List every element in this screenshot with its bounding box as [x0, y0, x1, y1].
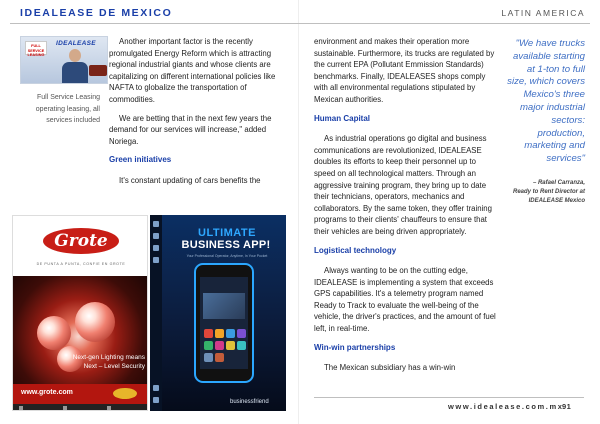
calendar-icon	[153, 257, 159, 263]
app-headline-1: ULTIMATE	[198, 227, 256, 239]
app-tile-icon	[204, 341, 213, 350]
page-number: 91	[562, 402, 572, 411]
business-app-advertisement	[150, 215, 286, 411]
app-tile-icon	[204, 329, 213, 338]
app-tile-icon	[215, 329, 224, 338]
pull-quote-text: "We have trucks available starting at 1-ton to full size, which covers Mexico's three major industrial sectors: production, marketing and services"	[507, 38, 585, 165]
phone-screen	[200, 277, 248, 369]
paragraph: The Mexican subsidiary has a win-win	[324, 363, 456, 373]
paragraph: It's constant updating of cars benefits the	[119, 175, 261, 185]
app-brand: businessfriend	[230, 399, 269, 405]
attribution-name: – Rafael Carranza,	[532, 179, 585, 186]
grote-badge-icon	[113, 388, 137, 399]
attribution-role: Ready to Rent Director at IDEALEASE Mexico	[512, 188, 585, 204]
truck-icon	[89, 65, 107, 76]
light-lens	[75, 302, 115, 342]
photo-caption: Full Service Leasing operating leasing, all services included	[35, 94, 100, 124]
subheading-win-win: Win-win partnerships	[314, 342, 396, 352]
settings-icon	[153, 385, 159, 391]
paragraph: Another important factor is the recently promulgated Energy Reform which is attracting regional industrial giants and whose clients are capitalizing on different international policies like NAFTA to globalize the transportation of commodities.	[109, 37, 276, 104]
app-tile-icon	[215, 341, 224, 350]
grote-headline-line2: Next – Level Security	[83, 362, 145, 370]
facebook-icon	[19, 406, 23, 410]
app-sidebar	[150, 215, 162, 411]
paragraph: We are betting that in the next few years the demand for our services will increase," added Noriega.	[109, 113, 272, 146]
footer-rule	[314, 397, 584, 398]
footer-url[interactable]: www.idealease.com.mx	[448, 402, 564, 411]
article-column-left	[109, 36, 289, 194]
grote-tagline: DE PUNTA A PUNTA, CONFIE EN GROTE	[36, 262, 126, 266]
pull-quote	[505, 38, 585, 206]
home-icon	[153, 221, 159, 227]
pull-quote-attribution	[505, 179, 585, 206]
person-body	[62, 62, 88, 84]
paragraph: Always wanting to be on the cutting edge, IDEALEASE is implementing a system that exceeds GPS capabilities. It's a telemetry program named Ready to Track to evaluate the well-being of the vehicle, the driver's practices, and the amount of fuel left, in real-time.	[314, 266, 496, 334]
article-photo	[20, 36, 108, 84]
app-tile-icon	[226, 341, 235, 350]
menu-icon	[153, 233, 159, 239]
app-tile-icon	[204, 353, 213, 362]
article-column-right	[314, 36, 496, 381]
app-headline-2: BUSINESS APP!	[181, 239, 271, 251]
app-subline: Your Professional Operator, Anytime, In Your Pocket	[186, 254, 268, 258]
app-tile-icon	[226, 329, 235, 338]
subheading-logistical-technology: Logistical technology	[314, 245, 397, 255]
light-lens	[37, 316, 71, 350]
subheading-human-capital: Human Capital	[314, 113, 371, 123]
paragraph: As industrial operations go digital and business communications are revolutionized, IDEALEASE doubles its efforts to keep their personnel up to speed on all technological matters. Through an aggressive training program, they bring up to date their technicians, operators, mechanics and collaborators. By the same token, they offer training programs to their clients' chauffeurs to ensure that their vehicles are being driven appropriately.	[314, 134, 492, 236]
grote-url[interactable]: www.grote.com	[21, 389, 73, 396]
app-tile-icon	[237, 329, 246, 338]
twitter-icon	[63, 406, 67, 410]
photo-sign: FULL SERVICE LEASING	[25, 41, 47, 55]
app-tile-icon	[215, 353, 224, 362]
grote-social-bar	[13, 404, 148, 411]
grote-footer-bar	[13, 384, 148, 404]
grote-advertisement	[12, 215, 148, 411]
power-icon	[153, 397, 159, 403]
smartphone-image	[194, 263, 254, 383]
subheading-green-initiatives: Green initiatives	[109, 155, 172, 165]
grote-headline	[53, 354, 145, 371]
app-tile-icon	[237, 341, 246, 350]
section-region-label: LATIN AMERICA	[501, 8, 585, 18]
email-icon	[107, 406, 111, 410]
idealease-logo: IDEALEASE	[56, 40, 96, 47]
page-spread-divider	[298, 0, 299, 424]
grote-logo: Grote	[43, 228, 119, 254]
grote-headline-line1: Next-gen Lighting means	[72, 354, 145, 361]
screen-hero-image	[203, 293, 245, 319]
header-rule	[10, 23, 590, 24]
person-head	[69, 49, 81, 62]
paragraph: environment and makes their operation more sustainable. Furthermore, its trucks are regulated by the current EPA (Pollutant Emmission Standards) benchmarks. Finally, IDEALEASES shops comply with all environmental regulations stipulated by Mexican authorities.	[314, 37, 495, 104]
section-title: IDEALEASE DE MEXICO	[20, 7, 173, 19]
chat-icon	[153, 245, 159, 251]
